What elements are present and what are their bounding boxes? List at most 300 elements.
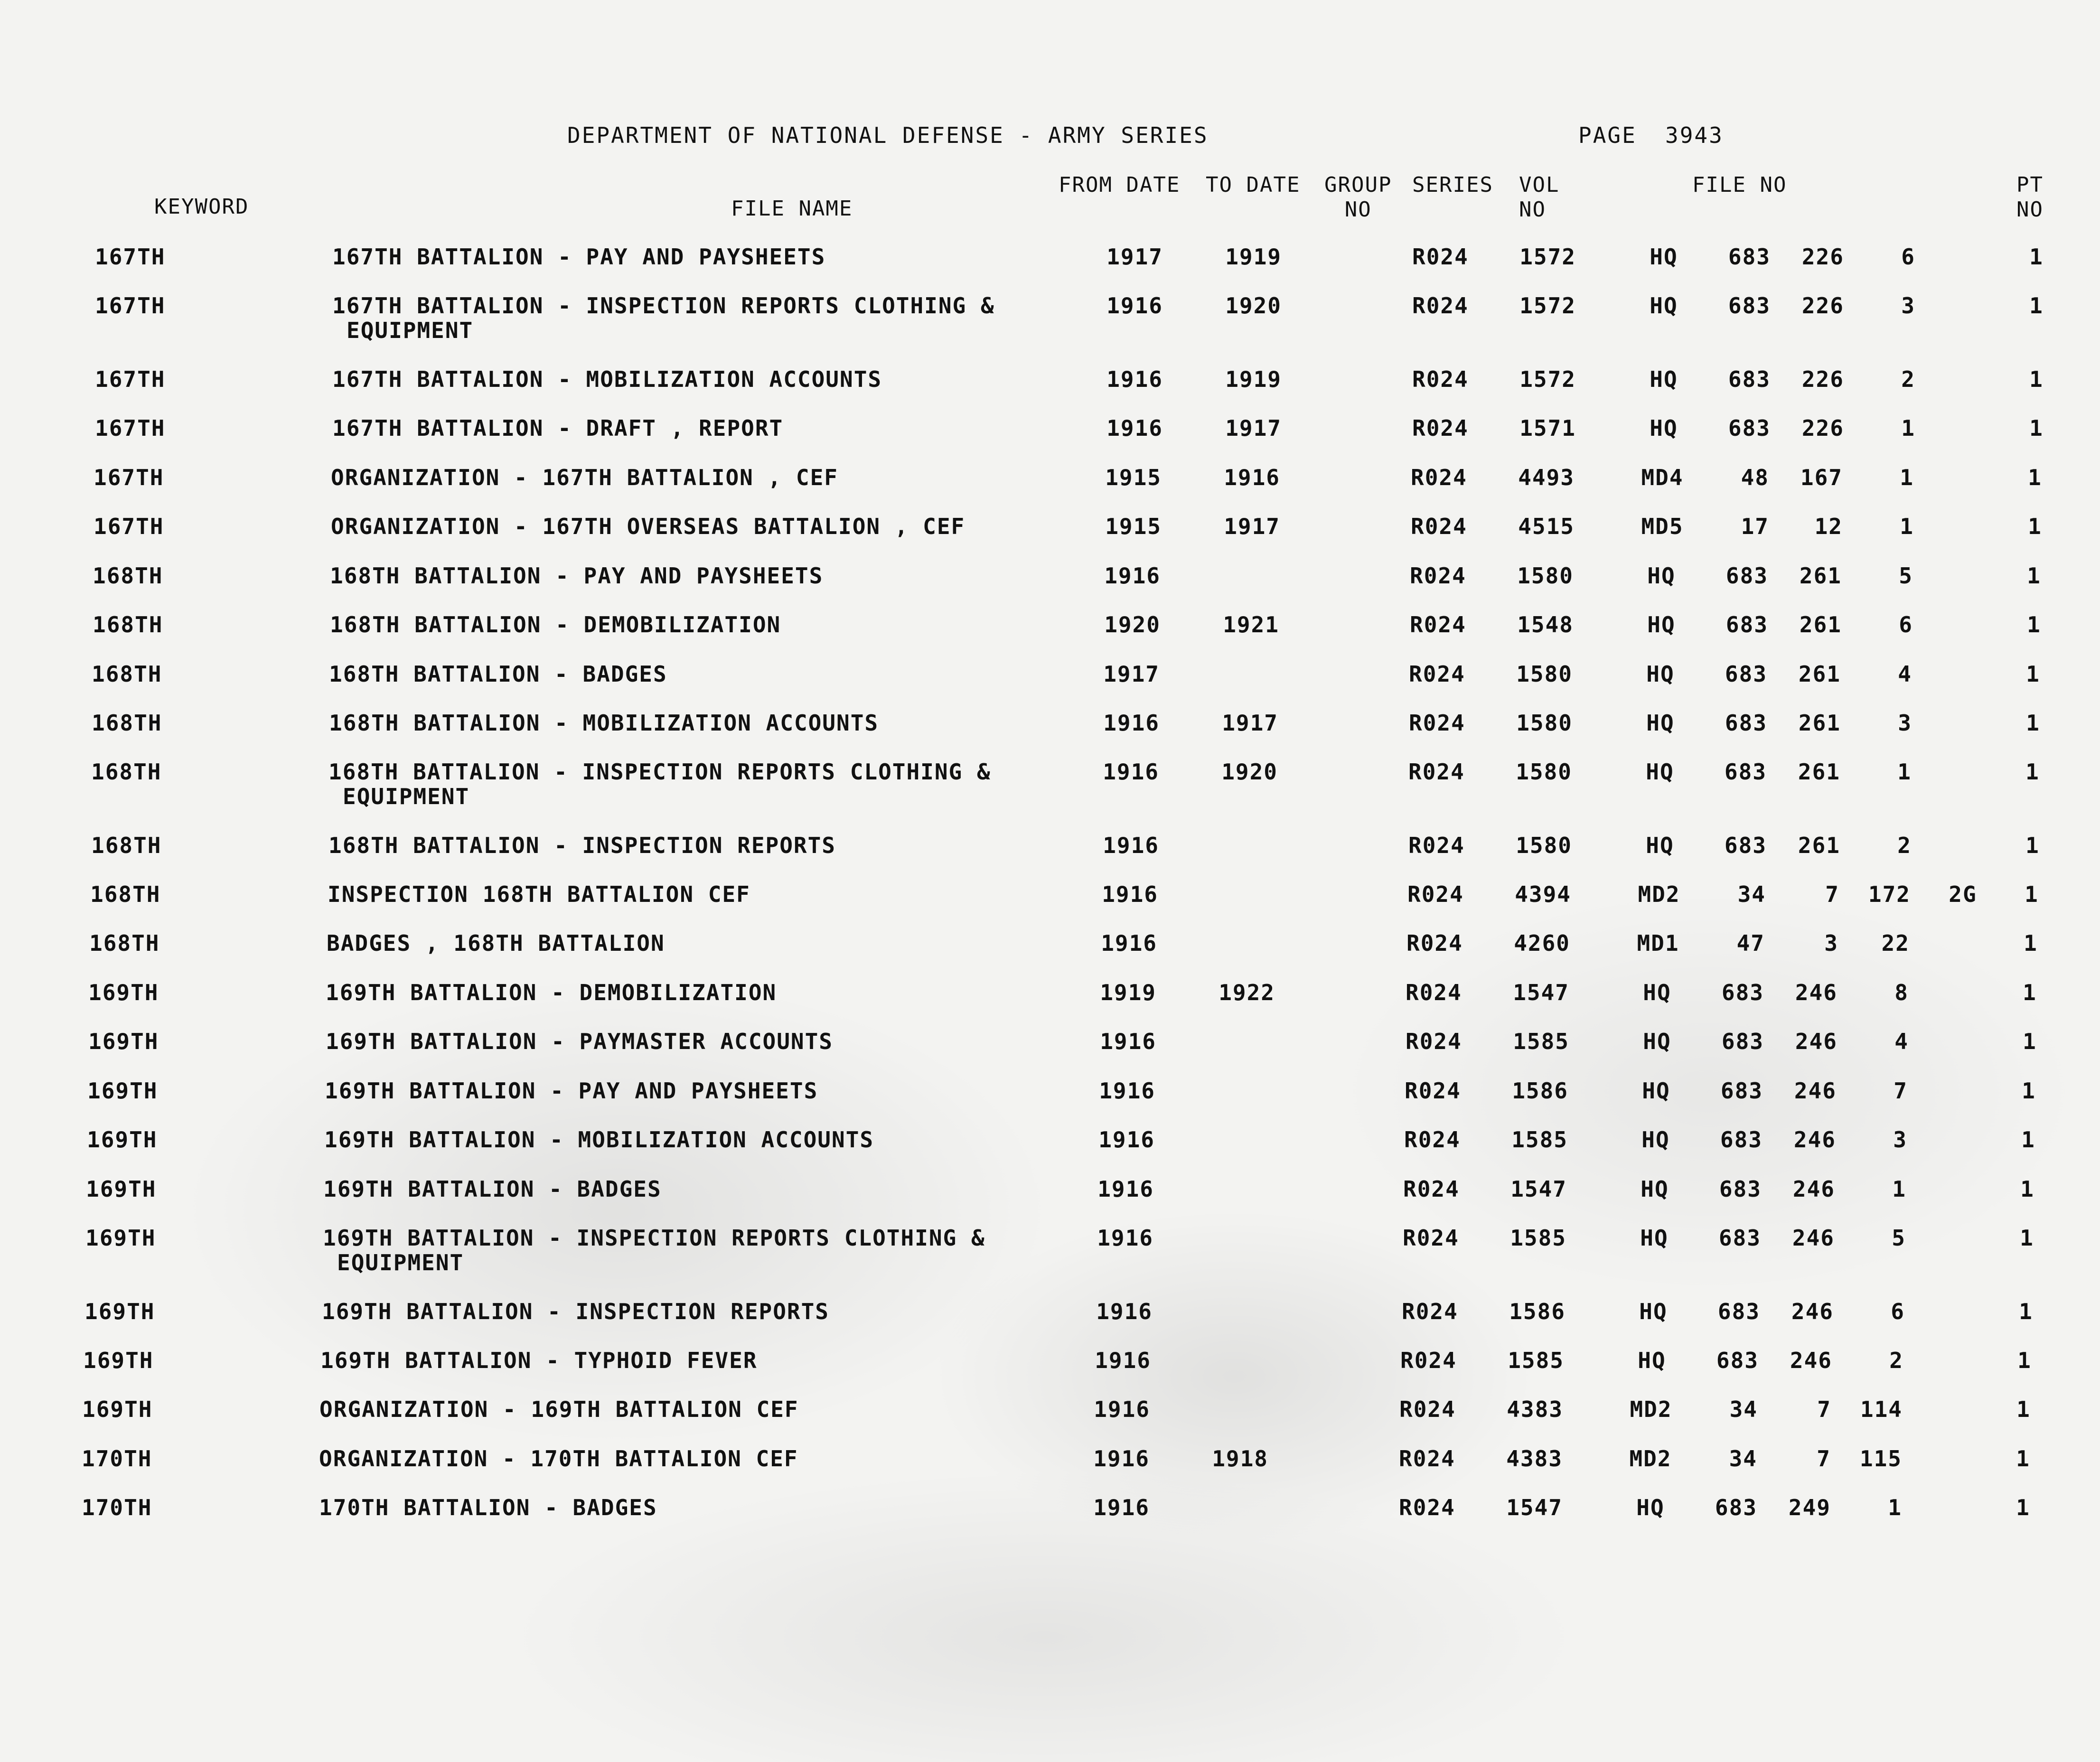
file-name-cell — [319, 1446, 798, 1471]
series-cell: R024 — [1404, 1127, 1461, 1153]
table-row — [0, 1446, 2100, 1475]
file-no-part1: HQ — [1643, 980, 1671, 1005]
file-no-part4: 2 — [1897, 833, 1912, 858]
table-row — [0, 416, 2100, 444]
pt-no-cell: 1 — [2024, 930, 2038, 956]
file-no-part2: 683 — [1728, 244, 1771, 270]
file-no-part1: MD2 — [1629, 1446, 1672, 1471]
col-header-from-date: FROM DATE — [1059, 173, 1181, 197]
series-cell: R024 — [1412, 366, 1469, 392]
file-no-part1: MD4 — [1641, 465, 1684, 490]
file-no-part1: HQ — [1641, 1176, 1669, 1202]
file-no-part2: 683 — [1728, 415, 1771, 441]
series-cell: R024 — [1410, 563, 1466, 589]
file-name-line1: 167TH BATTALION - DRAFT , REPORT — [332, 415, 784, 441]
file-name-cell — [324, 1127, 874, 1152]
table-row — [0, 1177, 2100, 1205]
page-label: PAGE — [1578, 122, 1637, 148]
file-no-part4: 1 — [1901, 415, 1915, 441]
file-no-part3: 246 — [1790, 1348, 1832, 1373]
pt-no-cell: 1 — [2023, 1029, 2037, 1054]
file-name-line1: 169TH BATTALION - MOBILIZATION ACCOUNTS — [324, 1127, 874, 1153]
file-name-line1: 169TH BATTALION - TYPHOID FEVER — [320, 1348, 758, 1373]
file-no-part1: HQ — [1647, 563, 1676, 589]
pt-no-cell: 1 — [2019, 1299, 2033, 1324]
keyword-cell: 167TH — [95, 366, 166, 392]
file-name-line1: 169TH BATTALION - INSPECTION REPORTS CLOTHING & — [323, 1225, 985, 1251]
file-no-part1: HQ — [1640, 1225, 1669, 1251]
col-header-file-name: FILE NAME — [731, 197, 853, 221]
keyword-cell: 168TH — [93, 612, 163, 637]
series-cell: R024 — [1409, 710, 1465, 736]
pt-no-cell: 1 — [2020, 1176, 2034, 1202]
file-no-part1: HQ — [1646, 710, 1675, 736]
file-no-part3: 226 — [1801, 293, 1844, 319]
keyword-cell: 169TH — [85, 1225, 156, 1251]
file-no-part4: 6 — [1901, 244, 1915, 270]
keyword-cell: 169TH — [84, 1299, 155, 1324]
file-name-cell — [328, 833, 836, 858]
file-name-cell — [328, 882, 750, 907]
keyword-cell: 168TH — [91, 833, 162, 858]
vol-no-cell: 1580 — [1516, 710, 1573, 736]
to-date-cell: 1921 — [1223, 612, 1279, 637]
file-no-part1: MD1 — [1637, 930, 1679, 956]
file-name-cell — [323, 1177, 662, 1201]
table-row — [0, 833, 2100, 862]
file-no-part3: 246 — [1795, 980, 1838, 1005]
col-header-pt-no: PT NO — [2016, 173, 2044, 222]
file-name-line1: 168TH BATTALION - PAY AND PAYSHEETS — [330, 563, 824, 589]
file-no-part4: 4 — [1898, 661, 1912, 687]
file-no-part4: 114 — [1860, 1396, 1903, 1422]
vol-no-cell: 1585 — [1511, 1127, 1568, 1153]
vol-no-cell: 1572 — [1519, 244, 1576, 270]
file-no-part4: 7 — [1894, 1078, 1908, 1104]
file-no-part4: 4 — [1894, 1029, 1909, 1054]
from-date-cell: 1916 — [1101, 930, 1157, 956]
file-no-part2: 683 — [1725, 661, 1767, 687]
file-no-part3: 7 — [1817, 1396, 1831, 1422]
vol-no-cell: 4394 — [1515, 881, 1571, 907]
file-no-part2: 17 — [1741, 514, 1769, 539]
vol-no-cell: 1585 — [1508, 1348, 1564, 1373]
file-name-line1: 168TH BATTALION - MOBILIZATION ACCOUNTS — [329, 710, 879, 736]
file-no-part2: 683 — [1724, 833, 1767, 858]
file-name-cell — [330, 612, 781, 637]
vol-no-cell: 1572 — [1519, 366, 1576, 392]
from-date-cell: 1916 — [1102, 881, 1158, 907]
vol-no-cell: 4260 — [1514, 930, 1570, 956]
keyword-cell: 168TH — [90, 881, 161, 907]
page-number: 3943 — [1665, 122, 1724, 148]
table-row — [0, 759, 2100, 809]
series-cell: R024 — [1399, 1396, 1456, 1422]
vol-no-cell: 1580 — [1516, 833, 1572, 858]
file-no-part1: HQ — [1650, 244, 1678, 270]
file-no-part2: 683 — [1718, 1225, 1761, 1251]
file-name-line1: 169TH BATTALION - PAY AND PAYSHEETS — [325, 1078, 818, 1104]
file-name-line1: BADGES , 168TH BATTALION — [327, 930, 665, 956]
keyword-cell: 169TH — [87, 1127, 158, 1153]
table-row — [0, 367, 2100, 395]
from-date-cell: 1916 — [1106, 415, 1163, 441]
file-no-part4: 6 — [1891, 1299, 1905, 1324]
series-cell: R024 — [1406, 1029, 1462, 1054]
file-name-line1: ORGANIZATION - 169TH BATTALION CEF — [319, 1396, 799, 1422]
file-no-part2: 683 — [1716, 1348, 1759, 1373]
pt-no-cell: 1 — [2026, 661, 2040, 687]
file-name-cell — [325, 1078, 818, 1103]
keyword-cell: 169TH — [88, 980, 159, 1005]
file-name-line1: 169TH BATTALION - PAYMASTER ACCOUNTS — [326, 1029, 833, 1054]
file-no-part4: 5 — [1892, 1225, 1906, 1251]
file-name-cell — [319, 1495, 657, 1520]
pt-no-cell: 1 — [2027, 612, 2041, 637]
series-cell: R024 — [1408, 833, 1465, 858]
col-header-series: SERIES — [1412, 173, 1493, 197]
file-no-part2: 683 — [1719, 1176, 1762, 1202]
file-no-part1: HQ — [1646, 833, 1674, 858]
from-date-cell: 1916 — [1103, 759, 1159, 785]
table-row — [0, 1029, 2100, 1058]
file-no-part2: 34 — [1737, 881, 1766, 907]
file-no-part2: 683 — [1715, 1495, 1757, 1520]
file-no-part4: 5 — [1899, 563, 1913, 589]
file-no-part4: 1 — [1900, 514, 1914, 539]
series-cell: R024 — [1406, 930, 1463, 956]
file-no-part4: 6 — [1899, 612, 1913, 637]
file-no-part3: 226 — [1801, 244, 1844, 270]
vol-no-cell: 1547 — [1510, 1176, 1567, 1202]
series-cell: R024 — [1412, 244, 1469, 270]
table-row — [0, 612, 2100, 641]
file-no-part3: 246 — [1795, 1029, 1838, 1054]
file-no-part1: HQ — [1650, 366, 1678, 392]
pt-no-cell: 1 — [2028, 514, 2042, 539]
from-date-cell: 1916 — [1098, 1127, 1155, 1153]
file-name-cell — [332, 416, 783, 440]
file-no-part4: 1 — [1897, 759, 1912, 785]
vol-no-cell: 1585 — [1510, 1225, 1566, 1251]
vol-no-cell: 4515 — [1518, 514, 1575, 539]
file-name-line1: 167TH BATTALION - INSPECTION REPORTS CLOTHING & — [332, 293, 995, 319]
vol-no-cell: 1585 — [1513, 1029, 1569, 1054]
file-no-part2: 683 — [1725, 612, 1768, 637]
file-no-part3: 249 — [1788, 1495, 1831, 1520]
pt-no-cell: 1 — [2016, 1495, 2030, 1520]
file-no-part2: 34 — [1729, 1396, 1758, 1422]
vol-no-cell: 4493 — [1518, 465, 1575, 490]
series-cell: R024 — [1407, 881, 1464, 907]
pt-no-cell: 1 — [2023, 980, 2037, 1005]
table-row — [0, 711, 2100, 739]
to-date-cell: 1917 — [1225, 415, 1282, 441]
pt-no-cell: 1 — [2020, 1225, 2034, 1251]
vol-no-cell: 1586 — [1509, 1299, 1566, 1324]
file-no-part4: 22 — [1881, 930, 1910, 956]
keyword-cell: 168TH — [91, 759, 162, 785]
keyword-cell: 167TH — [95, 293, 166, 319]
file-no-part1: HQ — [1636, 1495, 1665, 1520]
from-date-cell: 1916 — [1106, 293, 1163, 319]
file-no-part1: HQ — [1650, 415, 1678, 441]
file-no-part1: HQ — [1646, 661, 1675, 687]
file-name-cell — [332, 367, 882, 392]
series-cell: R024 — [1412, 293, 1469, 319]
file-no-part1: MD5 — [1641, 514, 1684, 539]
file-no-part3: 261 — [1798, 710, 1841, 736]
pt-no-cell: 1 — [2029, 293, 2044, 319]
file-name-cell — [330, 563, 823, 588]
keyword-cell: 169TH — [87, 1078, 158, 1104]
file-name-cell — [327, 931, 665, 956]
file-no-part1: MD2 — [1630, 1396, 1672, 1422]
from-date-cell: 1915 — [1105, 465, 1162, 490]
file-no-part2: 683 — [1717, 1299, 1760, 1324]
file-no-part2: 683 — [1721, 1029, 1764, 1054]
file-name-line1: ORGANIZATION - 170TH BATTALION CEF — [319, 1446, 798, 1471]
keyword-cell: 167TH — [94, 514, 164, 539]
from-date-cell: 1917 — [1106, 244, 1163, 270]
file-no-part4: 2 — [1901, 366, 1915, 392]
to-date-cell: 1919 — [1225, 366, 1282, 392]
table-row — [0, 244, 2100, 273]
table-row — [0, 563, 2100, 592]
pt-no-cell: 1 — [2025, 881, 2039, 907]
from-date-cell: 1919 — [1100, 980, 1156, 1005]
keyword-cell: 169TH — [82, 1396, 153, 1422]
file-name-line1: 168TH BATTALION - INSPECTION REPORTS CLOTHING & — [328, 759, 991, 785]
file-no-part1: MD2 — [1638, 881, 1680, 907]
table-row — [0, 514, 2100, 543]
series-cell: R024 — [1408, 759, 1465, 785]
col-header-file-no: FILE NO — [1692, 173, 1787, 197]
to-date-cell: 1919 — [1225, 244, 1282, 270]
file-no-part3: 167 — [1800, 465, 1843, 490]
pt-no-cell: 1 — [2021, 1127, 2035, 1153]
file-name-line1: 168TH BATTALION - BADGES — [329, 661, 667, 687]
vol-no-cell: 4383 — [1507, 1396, 1563, 1422]
to-date-cell: 1920 — [1225, 293, 1282, 319]
table-row — [0, 1397, 2100, 1425]
vol-no-cell: 1547 — [1506, 1495, 1563, 1520]
file-name-cell — [332, 293, 995, 343]
file-name-line1: 168TH BATTALION - DEMOBILIZATION — [330, 612, 781, 637]
file-no-part2: 683 — [1725, 710, 1767, 736]
from-date-cell: 1916 — [1094, 1396, 1150, 1422]
pt-no-cell: 1 — [2027, 563, 2041, 589]
from-date-cell: 1916 — [1096, 1299, 1153, 1324]
from-date-cell: 1920 — [1104, 612, 1161, 637]
file-no-part3: 226 — [1801, 366, 1844, 392]
vol-no-cell: 1580 — [1516, 661, 1573, 687]
file-name-line1: 169TH BATTALION - BADGES — [323, 1176, 662, 1202]
file-no-part3: 3 — [1824, 930, 1838, 956]
file-name-line1: 170TH BATTALION - BADGES — [319, 1495, 657, 1520]
file-no-part3: 261 — [1798, 661, 1841, 687]
series-cell: R024 — [1399, 1495, 1455, 1520]
keyword-cell: 167TH — [94, 465, 164, 490]
series-cell: R024 — [1411, 514, 1467, 539]
file-name-line1: INSPECTION 168TH BATTALION CEF — [328, 881, 750, 907]
file-no-part4: 3 — [1898, 710, 1912, 736]
file-name-line1: ORGANIZATION - 167TH OVERSEAS BATTALION , CEF — [331, 514, 966, 539]
series-cell: R024 — [1402, 1299, 1458, 1324]
file-no-part1: HQ — [1639, 1299, 1668, 1324]
from-date-cell: 1916 — [1097, 1225, 1153, 1251]
pt-no-cell: 1 — [2028, 465, 2042, 490]
file-name-line1: 167TH BATTALION - MOBILIZATION ACCOUNTS — [332, 366, 882, 392]
to-date-cell: 1922 — [1219, 980, 1275, 1005]
from-date-cell: 1916 — [1097, 1176, 1154, 1202]
from-date-cell: 1916 — [1103, 710, 1160, 736]
file-name-line2: EQUIPMENT — [343, 784, 470, 809]
file-no-part4: 2 — [1889, 1348, 1903, 1373]
col-header-group-no: GROUP NO — [1324, 173, 1392, 222]
vol-no-cell: 4383 — [1506, 1446, 1563, 1471]
table-row — [0, 1225, 2100, 1275]
file-no-part4: 115 — [1859, 1446, 1902, 1471]
keyword-cell: 170TH — [82, 1495, 152, 1520]
file-name-line1: 167TH BATTALION - PAY AND PAYSHEETS — [332, 244, 826, 270]
table-row — [0, 1495, 2100, 1524]
table-row — [0, 1299, 2100, 1328]
file-no-part3: 261 — [1798, 759, 1840, 785]
keyword-cell: 168TH — [89, 930, 160, 956]
table-row — [0, 293, 2100, 343]
file-no-part1: HQ — [1647, 612, 1676, 637]
col-header-vol-no: VOL NO — [1519, 173, 1560, 222]
file-name-cell — [329, 711, 879, 735]
series-cell: R024 — [1403, 1176, 1460, 1202]
table-row — [0, 662, 2100, 690]
file-name-line1: 169TH BATTALION - INSPECTION REPORTS — [322, 1299, 829, 1324]
file-no-part4: 1 — [1900, 465, 1914, 490]
pt-no-cell: 1 — [2029, 244, 2044, 270]
file-name-cell — [323, 1226, 985, 1275]
keyword-cell: 170TH — [82, 1446, 152, 1471]
file-no-part3: 246 — [1794, 1078, 1837, 1104]
file-name-line2: EQUIPMENT — [347, 318, 474, 343]
document-title: DEPARTMENT OF NATIONAL DEFENSE - ARMY SERIES — [567, 122, 1209, 148]
file-no-part2: 683 — [1720, 1127, 1762, 1153]
keyword-cell: 168TH — [92, 661, 162, 687]
file-name-line2: EQUIPMENT — [337, 1250, 464, 1275]
file-no-part3: 261 — [1799, 612, 1842, 637]
file-no-part3: 261 — [1798, 833, 1840, 858]
table-row — [0, 882, 2100, 910]
vol-no-cell: 1547 — [1513, 980, 1569, 1005]
series-cell: R024 — [1399, 1446, 1455, 1471]
keyword-cell: 167TH — [95, 244, 166, 270]
file-no-part2: 683 — [1725, 563, 1768, 589]
file-no-part2: 683 — [1720, 1078, 1763, 1104]
keyword-cell: 169TH — [86, 1176, 157, 1202]
file-no-part2: 683 — [1721, 980, 1764, 1005]
keyword-cell: 168TH — [92, 710, 162, 736]
from-date-cell: 1916 — [1099, 1078, 1155, 1104]
pt-no-cell: 1 — [2029, 366, 2044, 392]
file-name-line1: ORGANIZATION - 167TH BATTALION , CEF — [331, 465, 838, 490]
keyword-cell: 169TH — [88, 1029, 159, 1054]
col-header-keyword: KEYWORD — [154, 195, 249, 219]
keyword-cell: 168TH — [93, 563, 163, 589]
file-no-part3: 246 — [1791, 1299, 1834, 1324]
pt-no-cell: 1 — [2022, 1078, 2036, 1104]
table-row — [0, 1127, 2100, 1156]
from-date-cell: 1916 — [1093, 1495, 1150, 1520]
file-no-part4: 8 — [1894, 980, 1909, 1005]
col-header-to-date: TO DATE — [1206, 173, 1301, 197]
vol-no-cell: 1586 — [1512, 1078, 1568, 1104]
keyword-cell: 167TH — [95, 415, 166, 441]
file-no-part2: 683 — [1724, 759, 1767, 785]
pt-no-cell: 1 — [2029, 415, 2044, 441]
file-no-part1: HQ — [1643, 1029, 1671, 1054]
from-date-cell: 1916 — [1104, 563, 1161, 589]
file-no-part4: 3 — [1901, 293, 1915, 319]
file-no-part2: 683 — [1728, 293, 1771, 319]
file-no-part2: 683 — [1728, 366, 1771, 392]
file-name-cell — [331, 514, 965, 539]
pt-no-cell: 1 — [2025, 759, 2040, 785]
pt-no-cell: 1 — [2017, 1348, 2032, 1373]
file-no-part3: 246 — [1792, 1176, 1835, 1202]
table-row — [0, 1078, 2100, 1107]
table-row — [0, 980, 2100, 1009]
file-no-part3: 7 — [1825, 881, 1839, 907]
to-date-cell: 1918 — [1212, 1446, 1268, 1471]
file-no-part4: 1 — [1888, 1495, 1902, 1520]
table-row — [0, 1348, 2100, 1377]
series-cell: R024 — [1411, 465, 1467, 490]
keyword-cell: 169TH — [83, 1348, 154, 1373]
from-date-cell: 1916 — [1093, 1446, 1150, 1471]
file-no-part1: HQ — [1641, 1127, 1670, 1153]
to-date-cell: 1917 — [1224, 514, 1280, 539]
file-no-part3: 12 — [1814, 514, 1843, 539]
file-no-part3: 226 — [1801, 415, 1844, 441]
file-name-line1: 169TH BATTALION - DEMOBILIZATION — [326, 980, 777, 1005]
file-no-part2: 34 — [1729, 1446, 1757, 1471]
from-date-cell: 1917 — [1103, 661, 1160, 687]
vol-no-cell: 1580 — [1517, 563, 1574, 589]
file-no-part1: HQ — [1646, 759, 1674, 785]
file-no-part1: HQ — [1638, 1348, 1666, 1373]
pt-no-cell: 1 — [2026, 710, 2040, 736]
series-cell: R024 — [1412, 415, 1469, 441]
file-name-cell — [326, 1029, 833, 1054]
from-date-cell: 1916 — [1100, 1029, 1156, 1054]
file-no-part3: 261 — [1799, 563, 1842, 589]
pt-no-cell: 1 — [2016, 1396, 2031, 1422]
file-no-part5: 2G — [1949, 881, 1977, 907]
vol-no-cell: 1572 — [1519, 293, 1576, 319]
vol-no-cell: 1548 — [1517, 612, 1574, 637]
file-no-part4: 172 — [1868, 881, 1911, 907]
table-row — [0, 931, 2100, 959]
file-name-cell — [331, 465, 838, 490]
series-cell: R024 — [1409, 661, 1465, 687]
to-date-cell: 1916 — [1224, 465, 1280, 490]
file-name-cell — [332, 244, 825, 269]
file-name-cell — [320, 1348, 758, 1373]
to-date-cell: 1917 — [1222, 710, 1278, 736]
series-cell: R024 — [1406, 980, 1462, 1005]
file-no-part3: 7 — [1817, 1446, 1831, 1471]
table-row — [0, 465, 2100, 494]
